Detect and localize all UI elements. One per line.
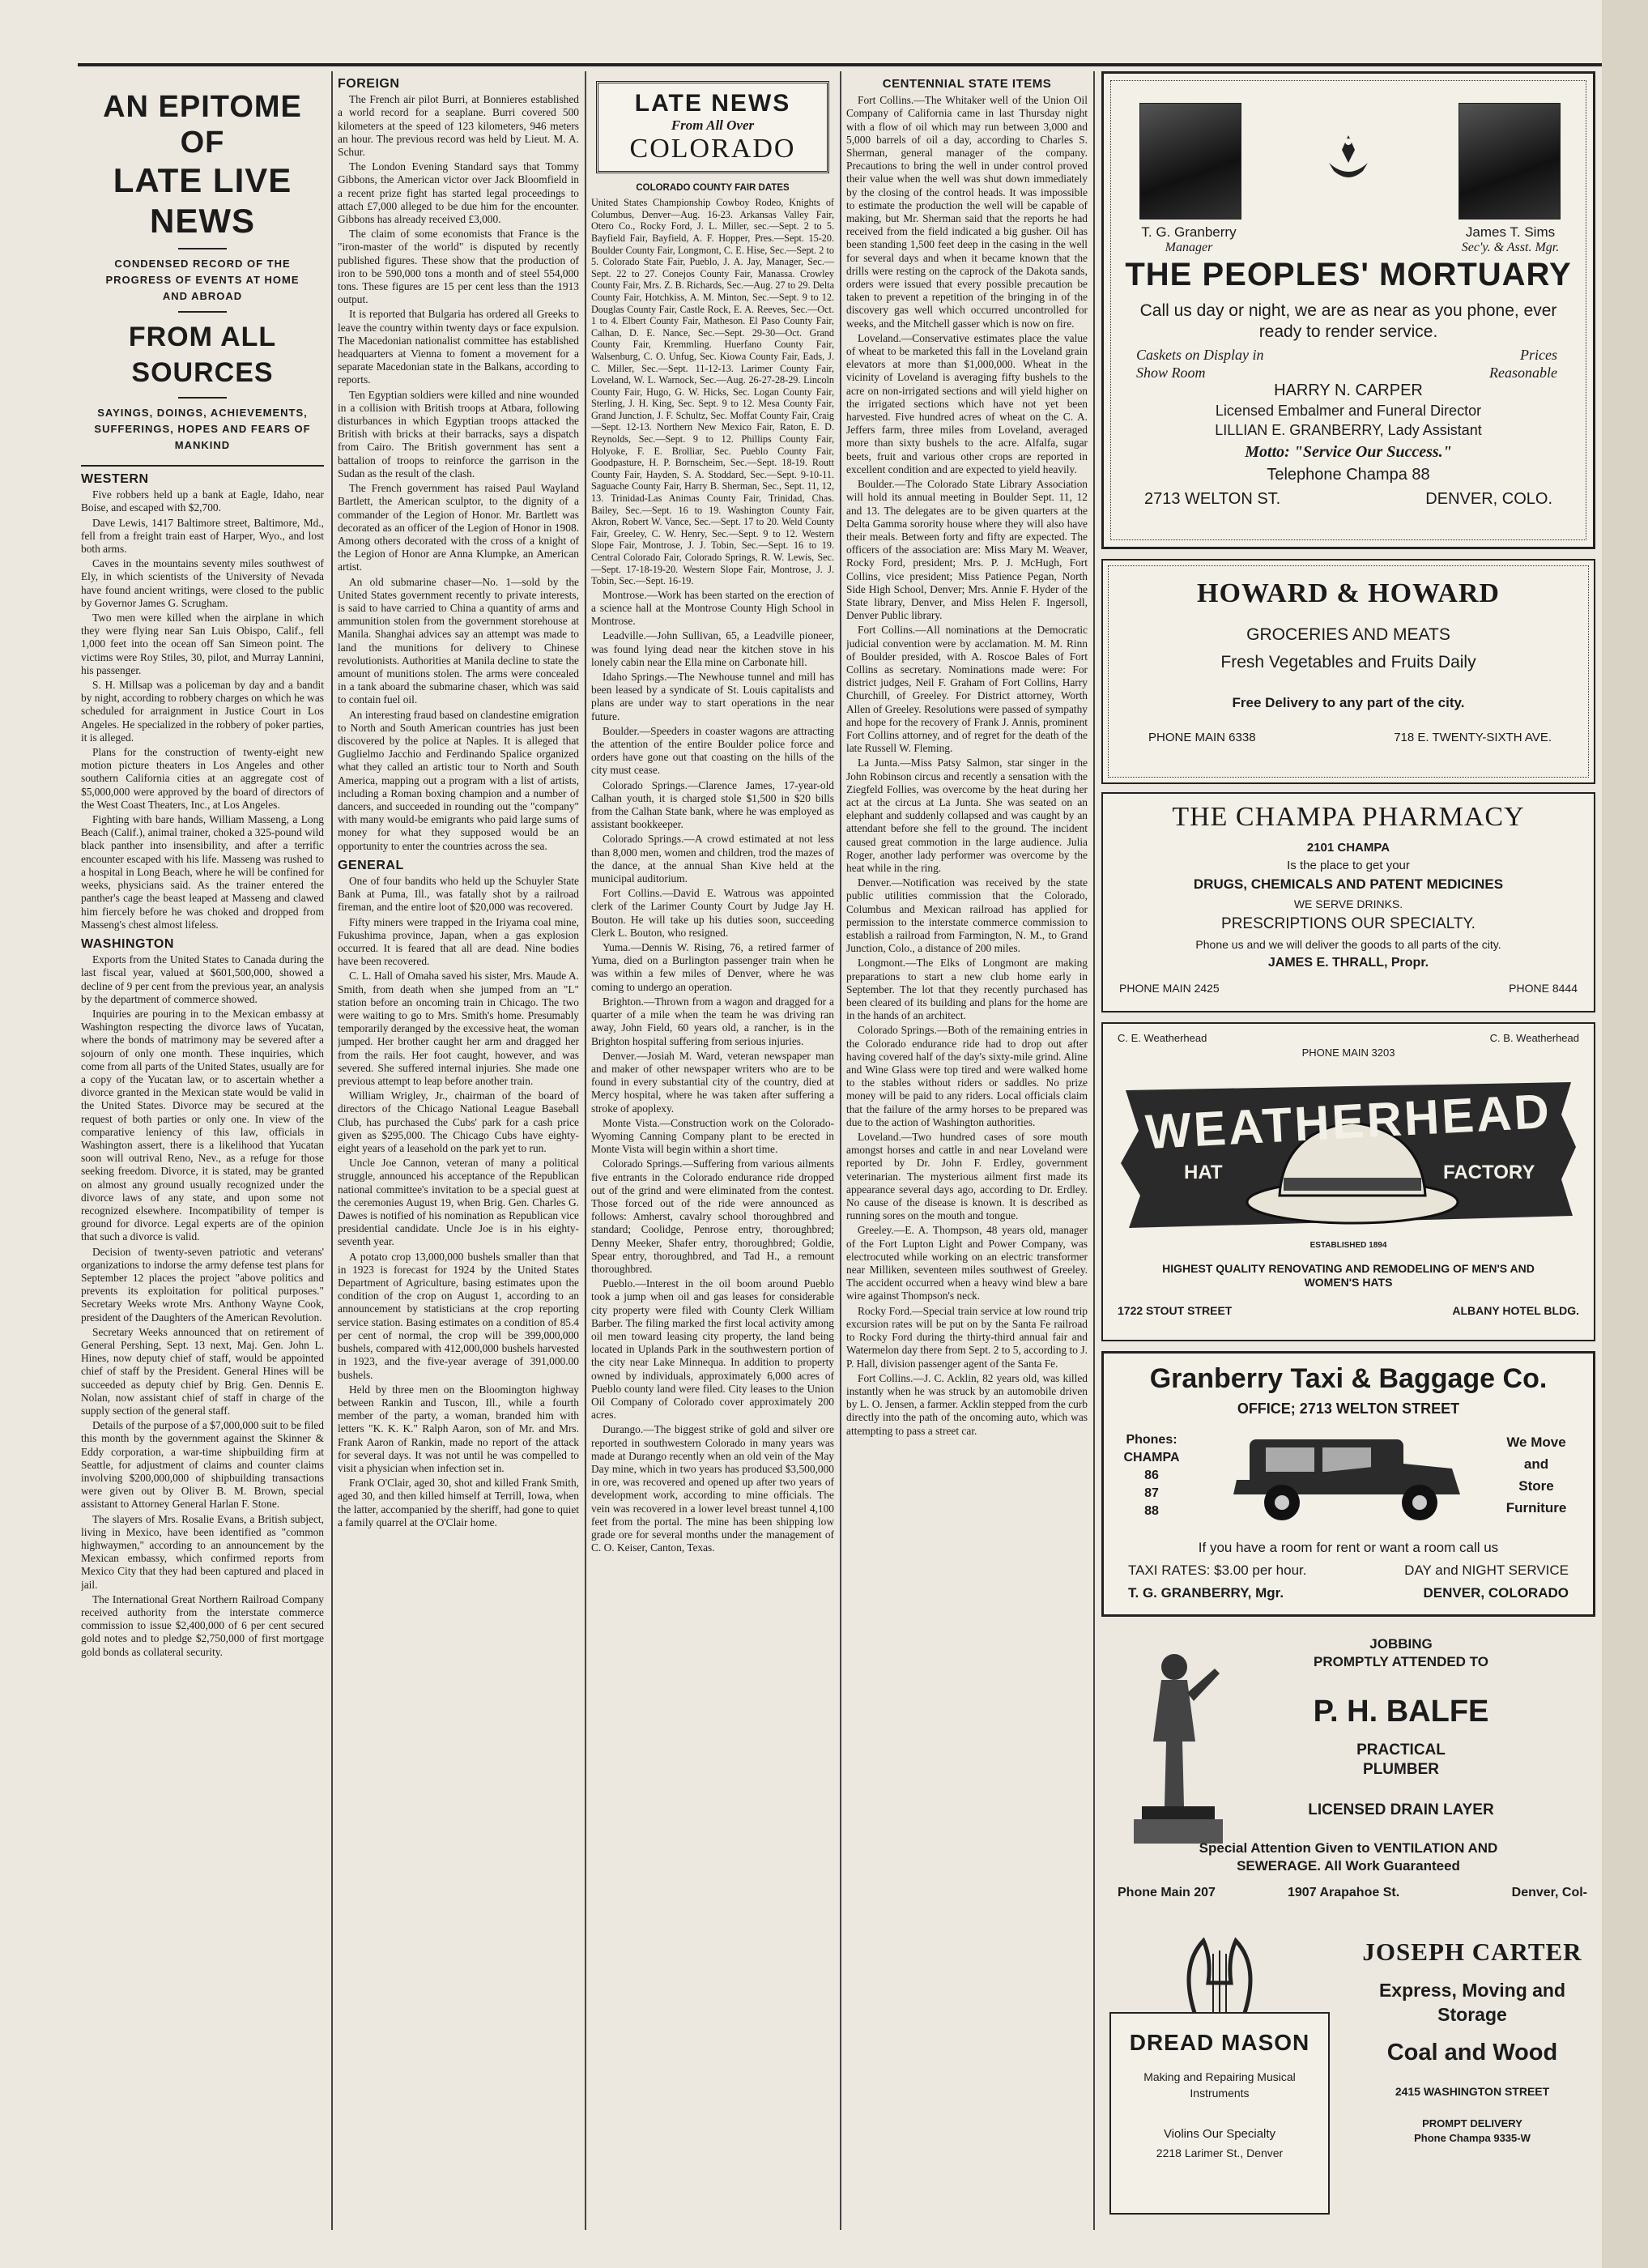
news-item: Colorado Springs.—Suffering from various ailments five entrants in the Colorado endurance ride dropped out of the grind and were eliminated from the contest. Those forced out of the ride were announced as follows: Amherst, cavalry school thoroughbred and standard; Coolidge, Penrose entry, thoroughbred; Denny Meeker, Shafer entry, thoroughbred; Goldie, Spear entry, thoroughbred, and Tad H., a remount thoroughbred. [591,1157,834,1275]
column-rule [840,71,841,2230]
page-edge [1602,0,1648,2268]
deck-condensed-record: CONDENSED RECORD OF THE PROGRESS OF EVENTS AT HOME AND ABROAD [105,258,300,302]
news-item: Colorado Springs.—A crowd estimated at not less than 8,000 men, women and children, trod the mazes of the dance, at the annual Shan Kive held at the municipal auditorium. [591,833,834,885]
news-item: Uncle Joe Cannon, veteran of many a political struggle, announced his acceptance of the Republican national committee's invitation to be a special guest at the ceremonies August 19, when Brig. Gen. Charles G. Dawes is notified of his nomination as Republican vice presidential candidate. Uncle Joe is in his eighty-seventh year. [338,1157,579,1248]
news-item: Fort Collins.—J. C. Acklin, 82 years old, was killed instantly when he was struck by an automobile driven by L. O. Jensen, a farmer. Acklin stepped from the curb directly into the path of the oncoming auto, which was attempting to pass a street car. [846,1371,1088,1437]
portrait-photo [1139,103,1241,220]
taxi-moving [1496,1431,1577,1519]
taxi-phone-86: 86 [1144,1469,1159,1482]
news-item: Two men were killed when the airplane in which they were flying near San Luis Obispo, Calif., fell 1,000 feet into the ocean off San Simeon point. The victims were Roy Stiles, 30, pilot, and Murray Lannini, his passenger. [81,612,324,676]
taxi-move-line: Store [1518,1478,1554,1494]
weatherhead-name-2: C. B. Weatherhead [1489,1032,1579,1044]
news-item: The French government has raised Paul Wayland Bartlett, the American sculptor, to the dignity of a commander of the Legion of Honor. Mr. Bartlett was decorated as an officer of the Legion of Honor in 1908. Among others decorated with the cross of a knight of the Legion of Honor are Anna Klumpke, an American artist. [338,482,579,573]
taxi-rates: TAXI RATES: $3.00 per hour. [1128,1562,1307,1578]
taxi-phone-88: 88 [1144,1504,1159,1518]
late-news-subtitle: From All Over [671,117,755,133]
taxi-phone-87: 87 [1144,1486,1159,1500]
ad-granberry-taxi [1101,1351,1595,1617]
column-centennial [846,78,1088,2228]
news-item: The slayers of Mrs. Rosalie Evans, a British subject, living in Mexico, have been identified as "common highwaymen," according to an announcement by the Mexican embassy, which confirmed reports from Mexico City that they had been captured and placed in jail. [81,1512,324,1591]
weatherhead-address-1: 1722 STOUT STREET [1118,1304,1233,1317]
column-rule [585,71,586,2230]
news-item: The London Evening Standard says that Tommy Gibbons, the American victor over Jack Bloomfield in a recent prize fight has started legal proceedings to attach £7,000 alleged to be due him for the encounter. Gibbons has already received £3,000. [338,160,579,226]
mortuary-address: 2713 WELTON ST. [1144,490,1281,508]
mortuary-manager-role: Manager [1165,241,1213,254]
news-item: Fort Collins.—The Whitaker well of the Union Oil Company of California came in last Thursday night with a flow of oil which may run between 3,000 and 5,000 barrels of oil a day, according to Charles S. Sherman, general manager of the company. Precautions to bring the well in under control proved their value when the well was shut down immediately by the closing of the control heads. It was impossible to estimate the production the well will be capable of making, but Mr. Sherman said that the reports he had received from the field indicated a big gusher. Oil has been standing 1,500 feet deep in the casing in the well for several days and when it became known that the drills were resting on the caprock of the Dakota sands, orders were issued that every possible precaution be taken to prevent a repetition of the bringing in of the discovery gas well which occurred uncontrolled for weeks, and the Mitchell gasser which is now on fire. [846,94,1088,330]
news-item: Decision of twenty-seven patriotic and veterans' organizations to indorse the army defense test plans for September 12 places the project "above politics and prevents its exploitation for political purposes." Secretary Weeks wrote Mrs. Anthony Wayne Cook, president of the Daughters of the American Revolution. [81,1245,324,1324]
ad-weatherhead-hats [1101,1022,1595,1341]
news-item: Monte Vista.—Construction work on the Colorado-Wyoming Canning Company plant to be erected in Monte Vista will begin within a short time. [591,1116,834,1156]
headline-from-all-sources: FROM ALL SOURCES [128,322,277,388]
news-item: The French air pilot Burri, at Bonnieres established a world record for a seaplane. Burri covered 500 kilometers at the speed of 123 kilometers, 946 meters an hour. The previous record was held by Lieut. M. A. Schur. [338,93,579,159]
taxi-manager: T. G. GRANBERRY, Mgr. [1128,1585,1284,1601]
news-item: Leadville.—John Sullivan, 65, a Leadville pioneer, was found lying dead near the kitchen stove in his lonely cabin near the Ella mine on Carbonate hill. [591,629,834,668]
top-rule [78,63,1602,66]
news-item: Fort Collins.—All nominations at the Democratic judicial convention were by acclamation. M. M. Rinn of Boulder presided, with A. Roscoe Bales of Fort Collins as secretary. Nominations made were: For district judges, Neil F. Graham of Fort Collins, Harry Churchill, of Greeley. For District attorney, Worth Allen of Greeley. Resolutions were passed of sympathy and hope for the recovery of Frank J. Annis, prominent Fort Collins attorney, and of regret for the death of the late Russell W. Fleming. [846,624,1088,755]
newspaper-page [78,63,1602,2242]
column-epitome [81,78,324,2228]
news-item: Caves in the mountains seventy miles southwest of Ely, in which scientists of the University of Nevada have found ancient writings, were closed to the public by Governor James G. Scrugham. [81,557,324,609]
balfe-phone: Phone Main 207 [1118,1886,1216,1899]
ad-champa-pharmacy [1101,792,1595,1013]
deck-sayings: SAYINGS, DOINGS, ACHIEVEMENTS, SUFFERINGS, HOPES AND FEARS OF MANKIND [94,407,311,451]
news-item: It is reported that Bulgaria has ordered all Greeks to leave the country within twenty days or face expulsion. The Macedonian nationalist committee has established headquarters at Vienna to foment a movement for a separate Macedonian state in the Balkans, according to reports. [338,308,579,386]
news-item: Longmont.—The Elks of Longmont are making preparations to start a new club home early in September. The lot that they recently purchased has been cleared of its building and plans for the home are in the hands of an architect. [846,957,1088,1022]
news-item: Idaho Springs.—The Newhouse tunnel and mill has been leased by a syndicate of St. Louis capitalists and plans are under way to start operations in the near future. [591,671,834,723]
balfe-practical: PRACTICAL [1356,1742,1446,1759]
mortuary-lady-assistant: LILLIAN E. GRANBERRY, Lady Assistant [1215,422,1482,438]
fair-dates-heading: COLORADO COUNTY FAIR DATES [636,183,790,193]
carter-phone: Phone Champa 9335-W [1414,2132,1531,2144]
column-rule [331,71,333,2230]
taxi-city: DENVER, COLORADO [1423,1585,1569,1601]
section-heading-washington: WASHINGTON [81,936,174,951]
news-item: Fort Collins.—David E. Watrous was appointed clerk of the Larimer County Court by Judge Jay H. Bouton. He will take up his duties soon, succeeding Clerk L. Bouton, who resigned. [591,887,834,939]
late-news-title: LATE NEWS [634,90,791,117]
column-body [338,78,579,1529]
headline-late-live-news: LATE LIVE NEWS [113,161,292,240]
howard-vegetables: Fresh Vegetables and Fruits Daily [1220,653,1476,671]
mortuary-secretary-role: Sec'y. & Asst. Mgr. [1461,241,1560,254]
taxi-phones [1115,1431,1188,1520]
weatherhead-factory-text: FACTORY [1443,1162,1535,1183]
news-item: C. L. Hall of Omaha saved his sister, Mrs. Maude A. Smith, from death when she jumped from an "L" station before an oncoming train in Chicago. The two were waiting to go to Mrs. Smith's home. Presumably temporarily deranged by the excessive heat, the woman jumped. Her brother caught her arm and dragged her from the rails. Her foot caught, however, and was severed. She suffered internal injuries. She made one previous attempt to leap before another train. [338,970,579,1088]
pharmacy-owner: JAMES E. THRALL, Propr. [1267,956,1429,970]
column-body [591,181,834,1554]
balfe-name: P. H. BALFE [1313,1695,1489,1729]
news-item: Fighting with bare hands, William Masseng, a Long Beach (Calif.), animal trainer, choked a 325-pound wild black panther into insensibility, and after a terrific encounter escaped with his life. Masseng was rushed to a hospital in Long Beach, where he will be confined for weeks, physicians said. As the trainer entered the panther's cage the beast leaped at Masseng and clawed him fiercely before he was choked and dropped from Masseng's chest almost lifeless. [81,813,324,931]
news-item: Dave Lewis, 1417 Baltimore street, Baltimore, Md., fell from a freight train east of Harper, Wyo., and lost both arms. [81,516,324,556]
mortuary-phone: Telephone Champa 88 [1267,466,1430,484]
divider [178,311,227,313]
news-item: An interesting fraud based on clandestine emigration to North and South American countries has just been discovered by the police at Naples. It is alleged that Guglielmo Jacchio and Ferdinando Spalice organized what they called an artistic tour to North and South America, mapping out a program with a list of artists, including a Roman boxing champion and a number of dancers, and succeeded in rounding out the "company" with many would-be emigrants who paid large sums of money for what they supposed would be an opportunity to enter the countries across the sea. [338,708,579,852]
portrait-photo [1459,103,1561,220]
ad-peoples-mortuary [1101,71,1595,549]
automobile-icon [1217,1431,1476,1528]
late-news-box [596,81,829,173]
mortuary-caskets: Caskets on Display in Show Room [1136,347,1264,381]
mortuary-title: THE PEOPLES' MORTUARY [1125,257,1572,292]
taxi-move-line: Furniture [1505,1500,1567,1516]
balfe-city: Denver, Col- [1511,1886,1587,1899]
news-item: The International Great Northern Railroad Company received authority from the interstate commerce commission to issue $2,400,000 of 6 per cent secured gold notes and to pledge $2,750,000 of first mortgage gold bonds as collateral security. [81,1592,324,1658]
taxi-service: DAY and NIGHT SERVICE [1404,1562,1569,1578]
howard-groceries: GROCERIES AND MEATS [1246,625,1450,644]
news-item: Loveland.—Two hundred cases of sore mouth amongst horses and cattle in and near Loveland were reported by Dr. John F. Erdley, government veterinarian. The mysterious ailment first made its appearance several days ago, according to Dr. Erdley. No cause of the disease is known. It is described as running sores on the mouth and tongue. [846,1131,1088,1222]
pharmacy-prescriptions: PRESCRIPTIONS OUR SPECIALTY. [1221,915,1476,932]
news-item: Greeley.—E. A. Thompson, 48 years old, manager of the Fort Lupton Light and Power Company, was electrocuted while working on an electric transformer near Milliken, seventeen miles southwest of Greeley. The accident occurred when a heavy wind blew a bare wire against Thompson's neck. [846,1224,1088,1302]
headline-epitome: AN EPITOME OF [103,90,302,160]
mason-title: DREAD MASON [1129,2030,1310,2055]
pharmacy-delivery: Phone us and we will deliver the goods to all parts of the city. [1195,938,1501,951]
carter-coal-wood: Coal and Wood [1386,2040,1558,2066]
news-item: An old submarine chaser—No. 1—sold by the United States government recently to private interests, is said to have carried to China a quantity of arms and ammunition stolen from the government storehouse at Manila. Shanghai advices say an attempt was made to land the munitions for delivery to Chinese revolutionists. Authorities at Manila decline to state the amount of munitions stolen. The arms were concealed in a tank aboard the submarine chaser, which was said to contain fuel oil. [338,575,579,706]
taxi-exchange: CHAMPA [1123,1451,1180,1464]
howard-phone: PHONE MAIN 6338 [1148,731,1256,744]
pharmacy-phone-second: PHONE 8444 [1509,982,1578,995]
mortuary-city: DENVER, COLO. [1425,490,1552,508]
column-foreign-general [338,78,579,2228]
carter-title: JOSEPH CARTER [1362,1938,1582,1966]
howard-title: HOWARD & HOWARD [1197,578,1500,608]
news-item: Denver.—Josiah M. Ward, veteran newspaper man and maker of other newspaper writers who are to be found in every substantial city of the country, died at Mercy hospital, where he was taken after suffering a stroke of apoplexy. [591,1049,834,1115]
weatherhead-established: ESTABLISHED 1894 [1309,1241,1387,1250]
column-colorado-news [591,78,834,2228]
section-heading-general: GENERAL [338,858,404,872]
news-item: Details of the purpose of a $7,000,000 suit to be filed this month by the government against the Skinner & Eddy corporation, a war-time shipbuilding firm at Seattle, for adjustment of claims and counter claims involving $200,000,000 of shipbuilding transactions were given out by Oliver B. M. Brown, special assistant to Attorney General Harlan F. Stone. [81,1419,324,1511]
fair-dates-list: United States Championship Cowboy Rodeo, Knights of Columbus, Denver—Aug. 16-23. Arkansas Valley Fair, Otero Co., Rocky Ford, J. L. Miller, sec.—Sept. 2 to 5. Bayfield Fair, Bayfield, A. F. Hopper, Pres.—Sept. 15-20. Boulder County Fair, Longmont, C. E. Hise, Sec.—Sept. 2 to 5. Colorado State Fair, Pueblo, J. A. Jay, Manager, Sec.—Sept. 22 to 27. Conejos County Fair, Manassa. Crowley County Fair, Mrs. Z. B. Richards, Sec.—Aug. 27 to 29. Delta County Fair, Hotchkiss, A. M. Minton, Sec.—Sept. 9 to 12. Douglas County Fair, Castle Rock, E. A. Reeves, Sec.—Oct. 1 to 4. Elbert County Fair, Matheson. El Paso County Fair, Calhan, D. E. Nance, Sec.—Sept. 29-30—Oct. Grand County Fair, Kremmling. Huerfano County Fair, Walsenburg, C. O. Unfug, Sec. Kiowa County Fair, Eads, J. C. Miller, Sec.—Sept. 11-12-13. Larimer County Fair, Loveland, W. L. Warnock, Sec.—Aug. 26-27-28-29. Lincoln County Fair, Hugo, G. W. Hicks, Sec. Logan County Fair, Sterling, J. H. King, Sec. Sept. 9 to 12. Mesa County Fair, Grand Junction, J. F. Schultz, Sec. Moffat County Fair, Craig—Sept. 12-13. Northern New Mexico Fair, Raton, E. D. Reynolds, Sec.—Sept. 9 to 12. Phillips County Fair, Holyoke, F. E. Brolliar, Sec. Pueblo County Fair, Goodpasture, H. P. Bornscheim, Sec.—Sept. 18-19. Routt County Fair, Hayden, S. A. Stoddard, Sec.—Sept. 9-10-11. Saguache County Fair, Harry B. Sherman, Sec., Sept. 11, 12, 13. Trinidad-Las Animas County Fair, Trinidad, Chas. Bailey, Sec.—Sept. 16 to 19. Washington County Fair, Akron, Robert W. Vance, Sec.—Sept. 17 to 20. Weld County Fair, Greeley, C. W. Henry, Sec.—Sept. 9 to 12. Western Slope Fair, Montrose, J. J. Tobin, Sec.—Sept. 16 to 19. Central Colorado Fair, Colorado Springs, R. W. Lewis, Sec.—Sept. 17-18-19-20. Western Slope Fair, Montrose, J. J. Tobin, Sec.—Sept. 16-19. [591,197,834,587]
news-item: La Junta.—Miss Patsy Salmon, star singer in the John Robinson circus and recently a sensation with the Ziegfeld Follies, was overcome by the heat during her act at the circus at La Junta. She was seated on an elephant and suddenly collapsed and was caught by an attendant before she fell to the ground. The incident caused great commotion in the large audience. Julia Roger, another lady performer was overcome by the heat while in the ring. [846,757,1088,874]
weatherhead-address-2: ALBANY HOTEL BLDG. [1452,1304,1579,1317]
mortuary-prices: Prices Reasonable [1489,347,1557,381]
news-item: Durango.—The biggest strike of gold and silver ore reported in southwestern Colorado in many years was made at Durango recently when an old vein of the May Day mine, which in two years has produced $3,500,000 in ore, was recovered and opened up after two years of development work, according to mine officials. The vein was recovered in a lower level breast tunnel 4,100 feet from the portal. The mine has been shipping low grade ore for several months under the management of C. O. Keiser, Canton, Texas. [591,1423,834,1554]
news-item: Rocky Ford.—Special train service at low round trip excursion rates will be put on by the Santa Fe railroad to Rocky Ford during the thirty-third annual fair and Watermelon day there from Sept. 2 to 5, according to J. P. Hall, division passenger agent of the Santa Fe. [846,1304,1088,1370]
howard-delivery: Free Delivery to any part of the city. [1232,695,1465,710]
pharmacy-address: 2101 CHAMPA [1306,841,1390,855]
news-item: A potato crop 13,000,000 bushels smaller than that in 1923 is forecast for 1924 by the United States Department of Agriculture, basing estimates upon the condition of the crop on August 1, according to an announcement by statisticians at the crop reporting service station. Basing estimates on a condition of 85.4 per cent of normal, the crop will be 399,000,000 bushels, compared with 412,000,000 bushels harvested in 1923, and the five-year average of 391,000.00 bushels. [338,1250,579,1381]
news-item: Fifty miners were trapped in the Iriyama coal mine, Fukushima province, Japan, when a gas explosion occurred. It is feared that all are dead. Nine bodies have been recovered. [338,915,579,968]
news-item: Colorado Springs.—Clarence James, 17-year-old Calhan youth, it is charged stole $1,500 in $20 bills from the Calhan State bank, where he was employed as assistant bookkeeper. [591,778,834,831]
taxi-phones-label: Phones: [1126,1433,1177,1447]
emblem-icon [1324,130,1373,187]
weatherhead-name-1: C. E. Weatherhead [1118,1032,1207,1044]
news-item: Exports from the United States to Canada during the last fiscal year, valued at $601,500,000, showed a decline of 9 per cent from the previous year, an analysis by the department of commerce showed. [81,953,324,1005]
balfe-special-1: Special Attention Given to VENTILATION AND [1199,1840,1498,1856]
column-body [81,473,324,1659]
taxi-office: OFFICE; 2713 WELTON STREET [1237,1400,1460,1417]
weatherhead-renovating: HIGHEST QUALITY RENOVATING AND REMODELING OF MEN'S AND WOMEN'S HATS [1162,1262,1535,1289]
carter-address: 2415 WASHINGTON STREET [1395,2085,1550,2098]
mason-violins: Violins Our Specialty [1163,2127,1276,2141]
news-item: S. H. Millsap was a policeman by day and a bandit by night, according to robbery charges on which he was scheduled for arraignment in Justice Court in Los Angeles. He specialized in the robbery of poker parties, it is alleged. [81,679,324,744]
ad-dread-mason [1101,1934,1336,2218]
news-item: Montrose.—Work has been started on the erection of a science hall at the Montrose County High School in Montrose. [591,588,834,628]
balfe-promptly: PROMPTLY ATTENDED TO [1314,1654,1488,1669]
news-item: Plans for the construction of twenty-eight new motion picture theaters in Los Angeles and other southern California cities at an aggregate cost of $5,000,000 were approved by the board of directors of the West Coast Theaters, Inc., at Los Angeles. [81,746,324,811]
news-item: Frank O'Clair, aged 30, shot and killed Frank Smith, aged 30, and then killed himself at Terrill, Iowa, when the latter, accompanied by the sheriff, had gone to quiet a family quarrel at the O'Clair home. [338,1477,579,1528]
mortuary-director-role: Licensed Embalmer and Funeral Director [1215,403,1482,419]
ad-joseph-carter [1349,1938,1595,2218]
balfe-address: 1907 Arapahoe St. [1288,1886,1400,1899]
column-rule [1093,71,1095,2230]
mason-frame [1109,2012,1330,2215]
news-item: Loveland.—Conservative estimates place the value of wheat to be marketed this fall in the Loveland grain elevators at more than $1,000,000. Wheat in the vicinity of Loveland is averaging fifty bushels to the acre on non-irrigated sections and will yield higher on the irrigated sections which have not yet been harvested. Five hundred acres of wheat on the C. A. Jeffers farm, three miles from Loveland, averaged more than sixty bushels to the acre. Alfalfa, sugar beets, fruit and various other crops are reported in excellent condition and are expected to yield heavily. [846,331,1088,475]
taxi-move-line: and [1523,1456,1549,1472]
pharmacy-line1: Is the place to get your [1287,859,1410,872]
late-news-colorado: COLORADO [629,134,796,164]
weatherhead-hat-text: HAT [1184,1162,1223,1183]
carter-delivery: PROMPT DELIVERY [1422,2117,1522,2129]
ad-howard-grocery [1101,559,1595,784]
divider [81,465,324,467]
divider [178,248,227,249]
taxi-title: Granberry Taxi & Baggage Co. [1149,1363,1548,1394]
news-item: William Wrigley, Jr., chairman of the board of directors of the Chicago National League Baseball Club, has purchased the Cubs' park for a cash price given as $295,000. The Chicago Cubs have eighty-eight years of a leasehold on the park yet to run. [338,1089,579,1155]
news-item: Secretary Weeks announced that on retirement of General Pershing, Sept. 13 next, Maj. Gen. John L. Hines, now deputy chief of staff, would be appointed chief of staff by the President. General Hines will be succeeded as deputy chief by Brig. Gen. Dennis E. Nolan, now assistant chief of staff in charge of the supply section of the general staff. [81,1325,324,1418]
news-item: Boulder.—The Colorado State Library Association will hold its annual meeting in Boulder Sept. 11, 12 and 13. The delegates are to be given quarters at the Delta Gamma sorority house where they will also have their meals. Between forty and fifty are expected. The officers of the association are: Miss Mary M. Weaver, Rocky Ford, president; Mrs. P. J. McHugh, Fort Collins, vice president; Miss Patience Pegan, North Side High School, Denver; Mrs. Annie F. Hyder of the State library, Denver, and Miss Helen F. Ingersoll, Denver Public library. [846,478,1088,622]
centennial-heading: CENTENNIAL STATE ITEMS [882,78,1052,91]
taxi-move-line: We Move [1506,1435,1566,1450]
news-item: Denver.—Notification was received by the state public utilities commission that the Colorado, Columbus and Mexican railroad has applied for permission to the interstate commerce commission to establish a railroad from Farmington, N. M., to Grand Junction, Colo., a distance of 200 miles. [846,876,1088,955]
news-item: Pueblo.—Interest in the oil boom around Pueblo took a jump when oil and gas leases for considerable city property were filed with County Clerk William Barber. The filing marked the first local activity among oil men toward leasing city property, the land being located in Uplands Park in the southwestern portion of the city near Lake Minnequa. In addition to property owned by individuals, approximately 6,000 acres of Pueblo county land were filed. City leases to the Union Oil Company of Colorado cover approximately 200 acres. [591,1277,834,1422]
divider [178,397,227,399]
pharmacy-title: THE CHAMPA PHARMACY [1172,802,1525,832]
news-item: Brighton.—Thrown from a wagon and dragged for a quarter of a mile when the team he was driving ran away, John Field, 60 years old, a rancher, is in the Brighton hospital suffering from serious injuries. [591,995,834,1047]
balfe-special-2: SEWERAGE. All Work Guaranteed [1237,1858,1460,1874]
ad-balfe-plumber [1101,1628,1595,1928]
weatherhead-banner-text: WEATHERHEAD [1143,1083,1553,1160]
carter-storage: Storage [1437,2004,1507,2025]
carter-express: Express, Moving and [1378,1980,1566,2001]
news-item: One of four bandits who held up the Schuyler State Bank at Puma, Ill., was fatally shot by a railroad fireman, and the entire loot of $20,000 was recovered. [338,874,579,914]
news-item: Colorado Springs.—Both of the remaining entries in the Colorado endurance ride had to drop out after having covered half of the day's sixty-mile grind. Aline and Wine Glass were top tired and were walked home to the stables without riders or saddles. No prize money will be paid to any riders. Local officials claim that the failure of the army horses to be prepared was due to the action of Washington authorities. [846,1024,1088,1128]
news-item: Yuma.—Dennis W. Rising, 76, a retired farmer of Yuma, died on a Burlington passenger train when he was within a few miles of Denver, where he was coming to undergo an operation. [591,941,834,993]
news-item: Boulder.—Speeders in coaster wagons are attracting the attention of the entire Boulder police force and orders have gone out that coasting on the hills of the city must cease. [591,724,834,777]
column-body [846,78,1088,1438]
balfe-plumber: PLUMBER [1363,1761,1439,1778]
news-item: Inquiries are pouring in to the Mexican embassy at Washington respecting the divorce laws of Yucatan, where the bonds of matrimony may be severed after a sojourn of only one month. These inquiries, which come from all parts of the United States, usually are for a copy of the Yucatan law, or to ascertain whether a divorce granted in the Mexican state would be valid in the United States. Divorce may be secured at the request of both parties or only one. In view of the comparative leniency of this law, officials in Washington assert, there is a likelihood that Yucatan soon will outrival Reno, Nev., as a refuge for those seeking freedom. Divorce, it is stated, may be granted on almost any ground usually recognized under the divorce laws of any state, and upon some not recognized elsewhere. Incompatibility of temper is ground for divorce. Legal experts are of the opinion that such a divorce is valid. [81,1007,324,1243]
section-heading-foreign: FOREIGN [338,78,400,91]
news-item: Five robbers held up a bank at Eagle, Idaho, near Boise, and escaped with $2,700. [81,488,324,514]
pharmacy-phone-main: PHONE MAIN 2425 [1119,982,1220,995]
section-heading-western: WESTERN [81,472,149,486]
balfe-drain-layer: LICENSED DRAIN LAYER [1308,1801,1494,1818]
mortuary-call-line: Call us day or night, we are as near as you phone, ever ready to render service. [1139,301,1557,341]
lyre-icon [1171,1934,1268,2020]
news-item: Held by three men on the Bloomington highway between Rankin and Tuscon, Ill., while a fourth member of the party, a woman, branded him with letters "K. K. K." Ralph Aaron, son of Mr. and Mrs. Frank Aaron of Rankin, made no report of the attack for several days. It was not until he was compelled to visit a physician when infection set in. [338,1383,579,1474]
pharmacy-drinks: WE SERVE DRINKS. [1293,897,1403,910]
mortuary-manager-name: T. G. Granberry [1141,224,1237,240]
balfe-jobbing: JOBBING [1369,1636,1433,1652]
mason-making: Making and Repairing Musical Instruments [1143,2070,1296,2100]
mortuary-motto: Motto: "Service Our Success." [1245,443,1452,461]
plumber-statue-icon [1126,1644,1231,1847]
taxi-room-line: If you have a room for rent or want a room call us [1198,1540,1499,1555]
howard-address: 718 E. TWENTY-SIXTH AVE. [1394,731,1552,744]
news-item: Ten Egyptian soldiers were killed and nine wounded in a collision with British troops at Atbara, following disturbances in which Egyptian troops attacked the British with bricks at their barracks, says a dispatch from Cairo. The British government has sent a battalion of troops to reinforce the garrison in the Sudan as the result of the clash. [338,388,579,480]
mortuary-secretary-name: James T. Sims [1465,224,1556,240]
pharmacy-drugs: DRUGS, CHEMICALS AND PATENT MEDICINES [1193,876,1504,892]
mason-address: 2218 Larimer St., Denver [1156,2146,1284,2159]
weatherhead-phone: PHONE MAIN 3203 [1301,1047,1395,1059]
mortuary-director-name: HARRY N. CARPER [1274,382,1423,399]
news-item: The claim of some economists that France is the "iron-master of the world" is disputed by recently published figures. These show that the production of iron to be 590,000 tons a month and of steel 554,000 tons. These figures are 15 per cent less than the 1913 output. [338,228,579,306]
